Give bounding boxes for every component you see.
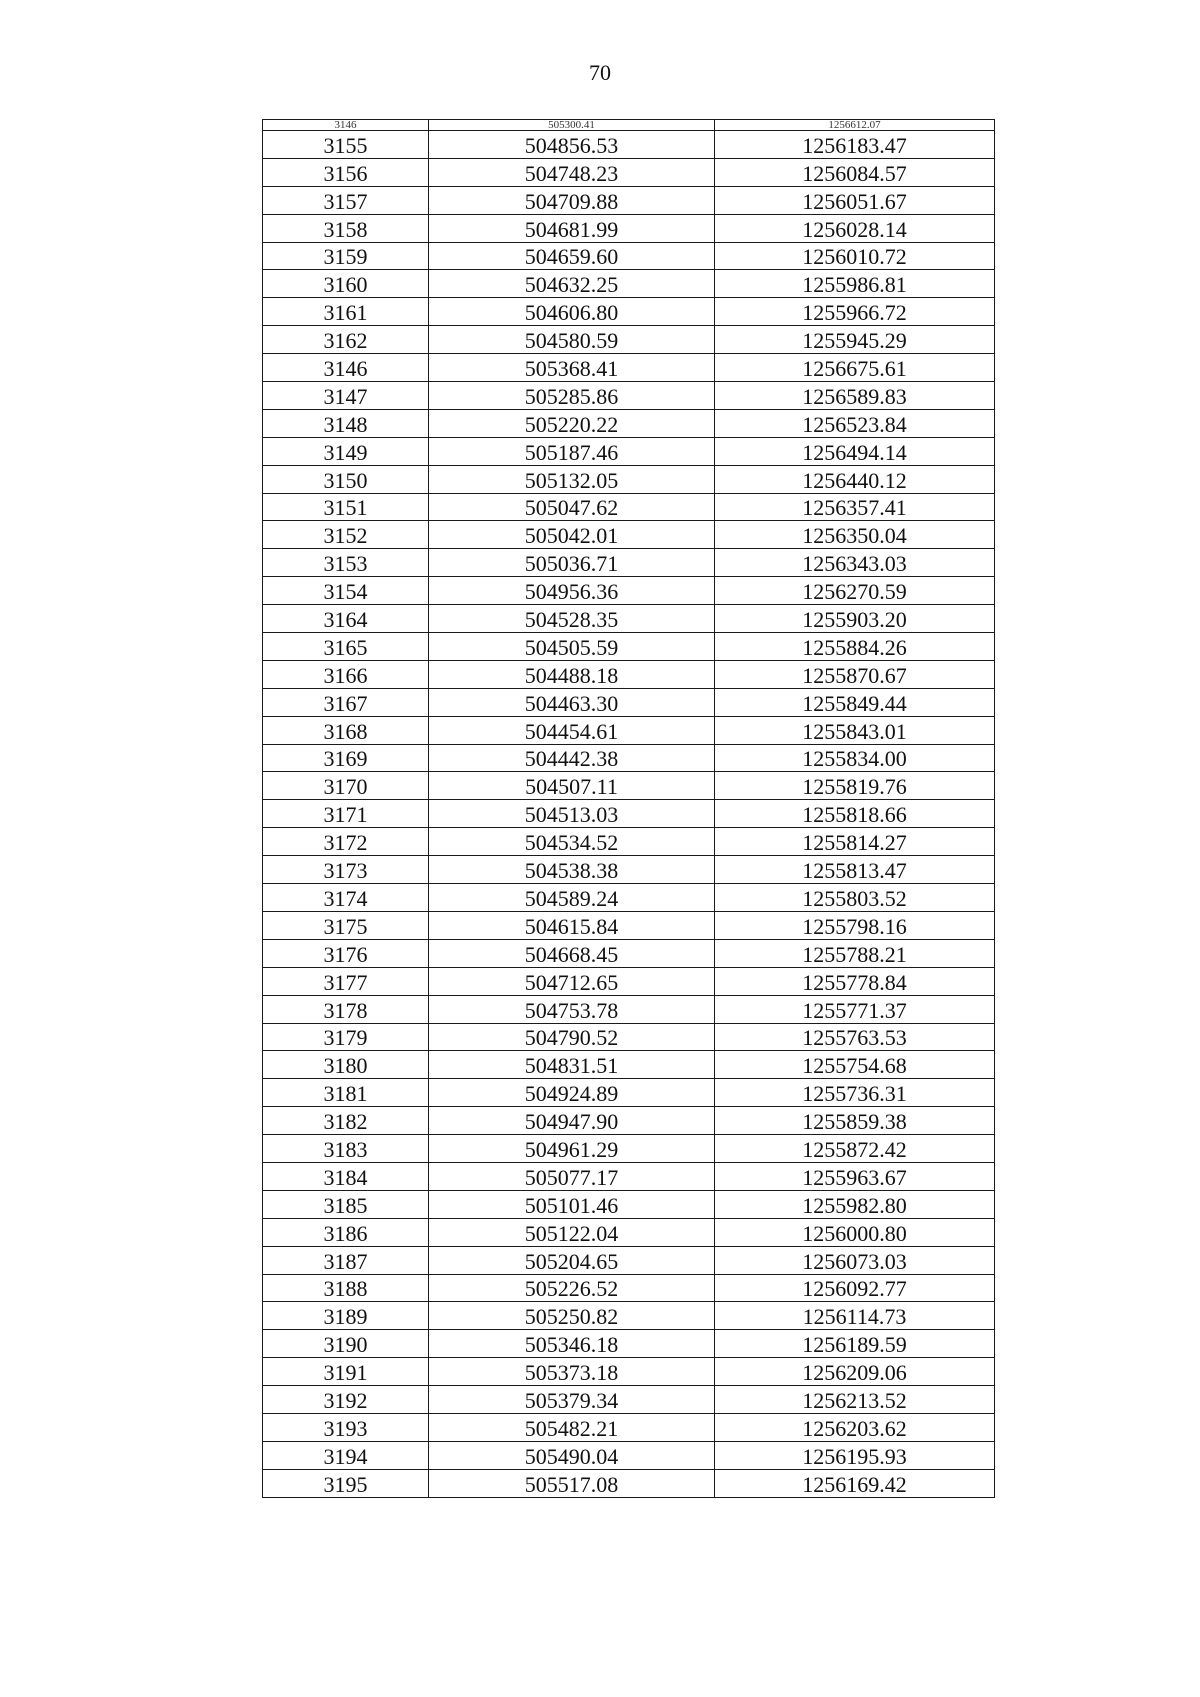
cell-x-coordinate: 504753.78 bbox=[429, 995, 715, 1023]
table-row bbox=[263, 1135, 995, 1163]
cell-y-coordinate: 1256000.80 bbox=[715, 1218, 995, 1246]
table-row bbox=[263, 884, 995, 912]
cell-point-id: 3146 bbox=[263, 354, 429, 382]
cell-point-id: 3186 bbox=[263, 1218, 429, 1246]
table-row bbox=[263, 270, 995, 298]
cell-x-coordinate: 505517.08 bbox=[429, 1469, 715, 1497]
cell-y-coordinate: 1255754.68 bbox=[715, 1051, 995, 1079]
cell-y-coordinate: 1256183.47 bbox=[715, 131, 995, 159]
cell-x-coordinate: 504507.11 bbox=[429, 772, 715, 800]
cell-y-coordinate: 1255903.20 bbox=[715, 605, 995, 633]
cell-point-id: 3185 bbox=[263, 1190, 429, 1218]
cell-x-coordinate: 504668.45 bbox=[429, 939, 715, 967]
cell-point-id: 3194 bbox=[263, 1441, 429, 1469]
table-row bbox=[263, 967, 995, 995]
cell-y-coordinate: 1255986.81 bbox=[715, 270, 995, 298]
cell-y-coordinate: 1255818.66 bbox=[715, 800, 995, 828]
table-row bbox=[263, 1274, 995, 1302]
table-row bbox=[263, 1302, 995, 1330]
cell-y-coordinate: 1255803.52 bbox=[715, 884, 995, 912]
cell-y-coordinate: 1255982.80 bbox=[715, 1190, 995, 1218]
cell-y-coordinate: 1256084.57 bbox=[715, 158, 995, 186]
cell-point-id: 3154 bbox=[263, 577, 429, 605]
cell-y-coordinate: 1256523.84 bbox=[715, 409, 995, 437]
table-row bbox=[263, 1358, 995, 1386]
cell-point-id: 3149 bbox=[263, 437, 429, 465]
cell-y-coordinate: 1255798.16 bbox=[715, 911, 995, 939]
table-row bbox=[263, 493, 995, 521]
cell-point-id: 3172 bbox=[263, 828, 429, 856]
cell-x-coordinate: 505482.21 bbox=[429, 1413, 715, 1441]
cell-y-coordinate: 1256440.12 bbox=[715, 465, 995, 493]
cell-point-id: 3175 bbox=[263, 911, 429, 939]
cell-y-coordinate: 1256209.06 bbox=[715, 1358, 995, 1386]
cell-x-coordinate: 504488.18 bbox=[429, 660, 715, 688]
cell-x-coordinate: 505368.41 bbox=[429, 354, 715, 382]
table-row bbox=[263, 911, 995, 939]
cell-y-coordinate: 1256028.14 bbox=[715, 214, 995, 242]
cell-point-id: 3169 bbox=[263, 744, 429, 772]
cell-y-coordinate: 1255788.21 bbox=[715, 939, 995, 967]
cell-point-id: 3182 bbox=[263, 1107, 429, 1135]
coordinates-table-body bbox=[263, 120, 995, 1498]
cell-x-coordinate: 504454.61 bbox=[429, 716, 715, 744]
cell-point-id: 3192 bbox=[263, 1386, 429, 1414]
table-row bbox=[263, 605, 995, 633]
table-row bbox=[263, 1107, 995, 1135]
cell-y-coordinate: 1255771.37 bbox=[715, 995, 995, 1023]
cell-point-id: 3152 bbox=[263, 521, 429, 549]
cell-x-coordinate: 504505.59 bbox=[429, 633, 715, 661]
cell-y-coordinate: 1256343.03 bbox=[715, 549, 995, 577]
table-row bbox=[263, 158, 995, 186]
cell-y-coordinate: 1255814.27 bbox=[715, 828, 995, 856]
cell-y-coordinate: 1256114.73 bbox=[715, 1302, 995, 1330]
coordinates-table bbox=[262, 119, 995, 1498]
cell-y-coordinate: 1256350.04 bbox=[715, 521, 995, 549]
cell-point-id: 3171 bbox=[263, 800, 429, 828]
cell-point-id: 3178 bbox=[263, 995, 429, 1023]
cell-point-id: 3177 bbox=[263, 967, 429, 995]
cell-point-id: 3164 bbox=[263, 605, 429, 633]
cell-y-coordinate: 1256010.72 bbox=[715, 242, 995, 270]
cell-y-coordinate: 1255945.29 bbox=[715, 326, 995, 354]
cell-point-id: 3147 bbox=[263, 382, 429, 410]
cell-x-coordinate: 505220.22 bbox=[429, 409, 715, 437]
cell-y-coordinate: 1255834.00 bbox=[715, 744, 995, 772]
cell-x-coordinate: 504632.25 bbox=[429, 270, 715, 298]
cell-point-id: 3176 bbox=[263, 939, 429, 967]
cell-x-coordinate: 504831.51 bbox=[429, 1051, 715, 1079]
cell-x-coordinate: 504589.24 bbox=[429, 884, 715, 912]
cell-point-id: 3148 bbox=[263, 409, 429, 437]
table-row bbox=[263, 437, 995, 465]
cell-point-id: 3155 bbox=[263, 131, 429, 159]
cell-point-id: 3146 bbox=[263, 120, 429, 131]
cell-x-coordinate: 504615.84 bbox=[429, 911, 715, 939]
table-row bbox=[263, 716, 995, 744]
cell-x-coordinate: 504961.29 bbox=[429, 1135, 715, 1163]
cell-x-coordinate: 505490.04 bbox=[429, 1441, 715, 1469]
table-row bbox=[263, 465, 995, 493]
cell-x-coordinate: 505226.52 bbox=[429, 1274, 715, 1302]
cell-x-coordinate: 505204.65 bbox=[429, 1246, 715, 1274]
cell-x-coordinate: 504606.80 bbox=[429, 298, 715, 326]
cell-point-id: 3168 bbox=[263, 716, 429, 744]
table-row bbox=[263, 1023, 995, 1051]
cell-y-coordinate: 1255870.67 bbox=[715, 660, 995, 688]
cell-x-coordinate: 505047.62 bbox=[429, 493, 715, 521]
cell-x-coordinate: 504513.03 bbox=[429, 800, 715, 828]
cell-x-coordinate: 505077.17 bbox=[429, 1162, 715, 1190]
cell-y-coordinate: 1256203.62 bbox=[715, 1413, 995, 1441]
cell-y-coordinate: 1256589.83 bbox=[715, 382, 995, 410]
cell-point-id: 3173 bbox=[263, 856, 429, 884]
table-row bbox=[263, 1469, 995, 1497]
cell-y-coordinate: 1255778.84 bbox=[715, 967, 995, 995]
cell-point-id: 3181 bbox=[263, 1079, 429, 1107]
cell-point-id: 3160 bbox=[263, 270, 429, 298]
cell-y-coordinate: 1256195.93 bbox=[715, 1441, 995, 1469]
table-row bbox=[263, 298, 995, 326]
cell-x-coordinate: 505187.46 bbox=[429, 437, 715, 465]
cell-point-id: 3170 bbox=[263, 772, 429, 800]
cell-x-coordinate: 504442.38 bbox=[429, 744, 715, 772]
cell-point-id: 3159 bbox=[263, 242, 429, 270]
cell-y-coordinate: 1256213.52 bbox=[715, 1386, 995, 1414]
table-row bbox=[263, 354, 995, 382]
cell-y-coordinate: 1255849.44 bbox=[715, 688, 995, 716]
table-row bbox=[263, 800, 995, 828]
table-row bbox=[263, 744, 995, 772]
table-row bbox=[263, 131, 995, 159]
cell-x-coordinate: 504534.52 bbox=[429, 828, 715, 856]
cell-x-coordinate: 504528.35 bbox=[429, 605, 715, 633]
cell-x-coordinate: 504580.59 bbox=[429, 326, 715, 354]
cell-point-id: 3153 bbox=[263, 549, 429, 577]
cell-y-coordinate: 1255813.47 bbox=[715, 856, 995, 884]
cell-y-coordinate: 1255736.31 bbox=[715, 1079, 995, 1107]
cell-point-id: 3187 bbox=[263, 1246, 429, 1274]
cell-point-id: 3165 bbox=[263, 633, 429, 661]
cell-x-coordinate: 504538.38 bbox=[429, 856, 715, 884]
cell-x-coordinate: 505036.71 bbox=[429, 549, 715, 577]
cell-y-coordinate: 1255963.67 bbox=[715, 1162, 995, 1190]
cell-x-coordinate: 504681.99 bbox=[429, 214, 715, 242]
table-row bbox=[263, 214, 995, 242]
cell-y-coordinate: 1256675.61 bbox=[715, 354, 995, 382]
table-row bbox=[263, 1079, 995, 1107]
cell-point-id: 3188 bbox=[263, 1274, 429, 1302]
table-row bbox=[263, 1441, 995, 1469]
cell-y-coordinate: 1256092.77 bbox=[715, 1274, 995, 1302]
cell-point-id: 3161 bbox=[263, 298, 429, 326]
cell-x-coordinate: 504709.88 bbox=[429, 186, 715, 214]
cell-x-coordinate: 504659.60 bbox=[429, 242, 715, 270]
cell-y-coordinate: 1255884.26 bbox=[715, 633, 995, 661]
cell-x-coordinate: 504463.30 bbox=[429, 688, 715, 716]
table-row bbox=[263, 382, 995, 410]
table-row bbox=[263, 1190, 995, 1218]
table-row bbox=[263, 549, 995, 577]
cell-y-coordinate: 1255763.53 bbox=[715, 1023, 995, 1051]
table-row bbox=[263, 521, 995, 549]
table-row bbox=[263, 856, 995, 884]
cell-point-id: 3189 bbox=[263, 1302, 429, 1330]
cell-x-coordinate: 505042.01 bbox=[429, 521, 715, 549]
cell-y-coordinate: 1256270.59 bbox=[715, 577, 995, 605]
cell-x-coordinate: 505285.86 bbox=[429, 382, 715, 410]
cell-x-coordinate: 505250.82 bbox=[429, 1302, 715, 1330]
cell-x-coordinate: 505373.18 bbox=[429, 1358, 715, 1386]
cell-point-id: 3150 bbox=[263, 465, 429, 493]
cell-point-id: 3156 bbox=[263, 158, 429, 186]
table-row bbox=[263, 1162, 995, 1190]
table-row bbox=[263, 633, 995, 661]
cell-point-id: 3195 bbox=[263, 1469, 429, 1497]
cell-point-id: 3190 bbox=[263, 1330, 429, 1358]
page-number: 70 bbox=[589, 60, 611, 85]
cell-point-id: 3193 bbox=[263, 1413, 429, 1441]
cell-y-coordinate: 1255966.72 bbox=[715, 298, 995, 326]
table-row bbox=[263, 688, 995, 716]
cell-y-coordinate: 1256494.14 bbox=[715, 437, 995, 465]
cell-x-coordinate: 505132.05 bbox=[429, 465, 715, 493]
cell-point-id: 3184 bbox=[263, 1162, 429, 1190]
cell-x-coordinate: 505300.41 bbox=[429, 120, 715, 131]
cell-point-id: 3179 bbox=[263, 1023, 429, 1051]
table-row bbox=[263, 326, 995, 354]
table-row bbox=[263, 577, 995, 605]
cell-x-coordinate: 505101.46 bbox=[429, 1190, 715, 1218]
cell-point-id: 3191 bbox=[263, 1358, 429, 1386]
coordinates-table-container bbox=[262, 119, 994, 1498]
cell-y-coordinate: 1256169.42 bbox=[715, 1469, 995, 1497]
cell-y-coordinate: 1255859.38 bbox=[715, 1107, 995, 1135]
cell-x-coordinate: 504947.90 bbox=[429, 1107, 715, 1135]
table-row bbox=[263, 186, 995, 214]
table-row bbox=[263, 1386, 995, 1414]
cell-x-coordinate: 504748.23 bbox=[429, 158, 715, 186]
cell-x-coordinate: 504956.36 bbox=[429, 577, 715, 605]
table-row bbox=[263, 242, 995, 270]
cell-y-coordinate: 1256612.07 bbox=[715, 120, 995, 131]
cell-point-id: 3167 bbox=[263, 688, 429, 716]
cell-x-coordinate: 504712.65 bbox=[429, 967, 715, 995]
cell-y-coordinate: 1256357.41 bbox=[715, 493, 995, 521]
cell-y-coordinate: 1255872.42 bbox=[715, 1135, 995, 1163]
cell-point-id: 3174 bbox=[263, 884, 429, 912]
cell-y-coordinate: 1255843.01 bbox=[715, 716, 995, 744]
table-row bbox=[263, 828, 995, 856]
cell-y-coordinate: 1255819.76 bbox=[715, 772, 995, 800]
cell-point-id: 3183 bbox=[263, 1135, 429, 1163]
cell-x-coordinate: 505346.18 bbox=[429, 1330, 715, 1358]
cell-x-coordinate: 504924.89 bbox=[429, 1079, 715, 1107]
cell-point-id: 3151 bbox=[263, 493, 429, 521]
cell-x-coordinate: 505379.34 bbox=[429, 1386, 715, 1414]
table-row bbox=[263, 1051, 995, 1079]
cell-point-id: 3157 bbox=[263, 186, 429, 214]
cell-y-coordinate: 1256051.67 bbox=[715, 186, 995, 214]
table-row bbox=[263, 1413, 995, 1441]
table-row bbox=[263, 772, 995, 800]
cell-point-id: 3162 bbox=[263, 326, 429, 354]
table-row bbox=[263, 995, 995, 1023]
table-row bbox=[263, 939, 995, 967]
table-row bbox=[263, 1330, 995, 1358]
cell-x-coordinate: 504856.53 bbox=[429, 131, 715, 159]
cell-point-id: 3180 bbox=[263, 1051, 429, 1079]
cell-x-coordinate: 505122.04 bbox=[429, 1218, 715, 1246]
table-row bbox=[263, 1218, 995, 1246]
table-row-partial bbox=[263, 120, 995, 131]
table-row bbox=[263, 409, 995, 437]
table-row bbox=[263, 1246, 995, 1274]
cell-y-coordinate: 1256073.03 bbox=[715, 1246, 995, 1274]
cell-point-id: 3158 bbox=[263, 214, 429, 242]
cell-point-id: 3166 bbox=[263, 660, 429, 688]
table-row bbox=[263, 660, 995, 688]
cell-x-coordinate: 504790.52 bbox=[429, 1023, 715, 1051]
cell-y-coordinate: 1256189.59 bbox=[715, 1330, 995, 1358]
